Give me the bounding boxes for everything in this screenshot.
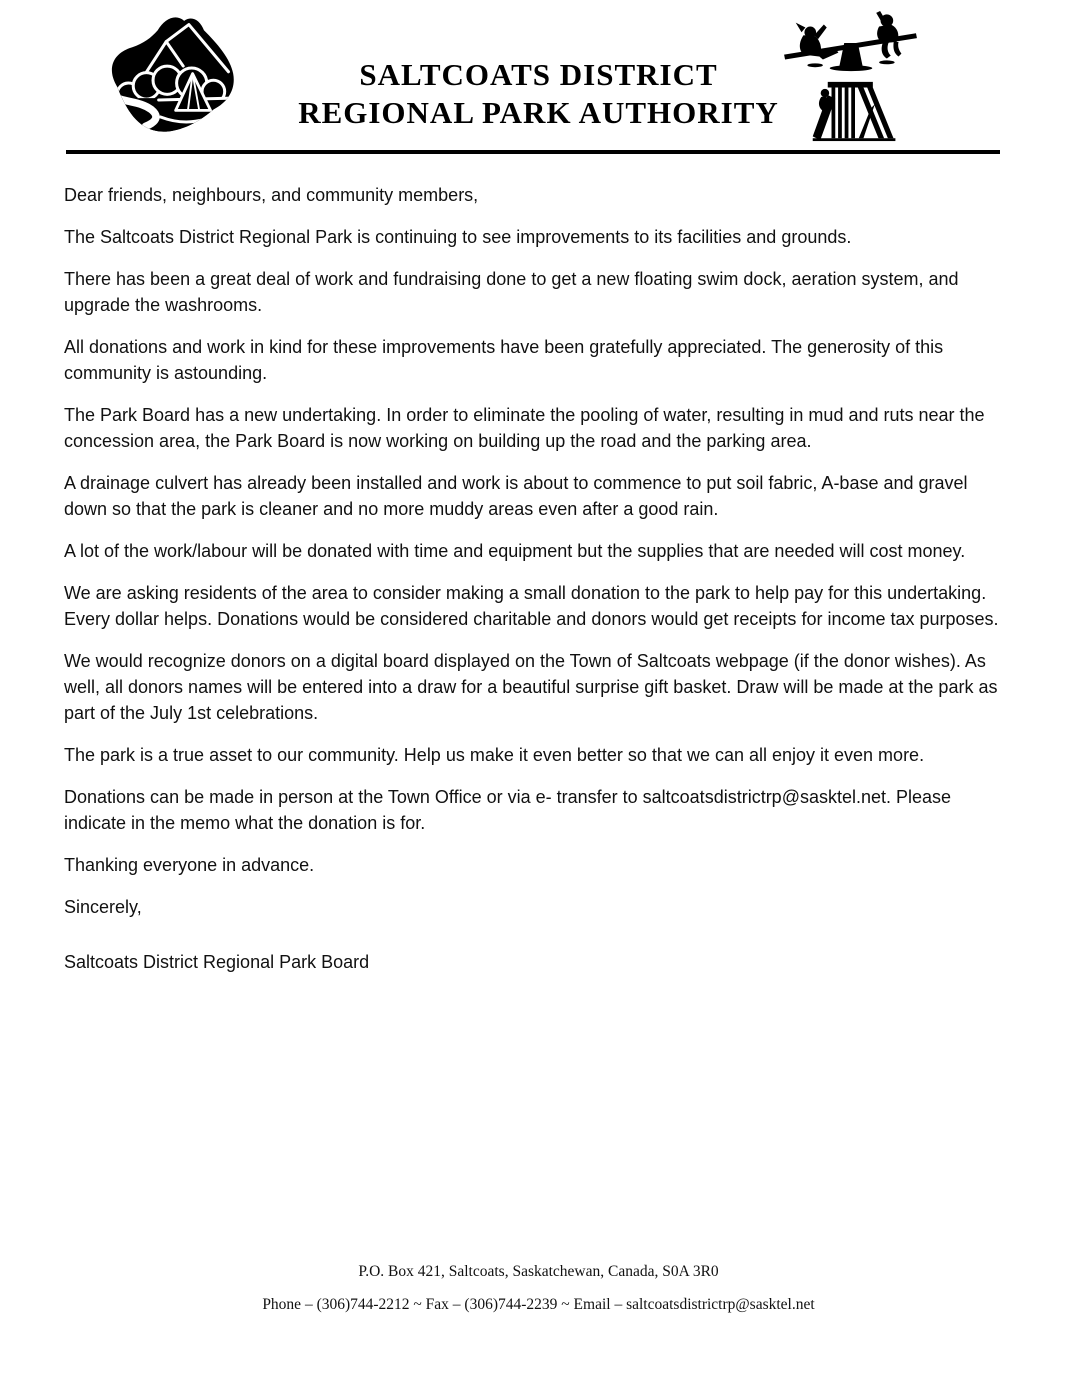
letter-paragraph: The park is a true asset to our community. Help us make it even better so that we can all enjoy it even more. (64, 745, 925, 765)
title-line-2: REGIONAL PARK AUTHORITY (298, 95, 779, 130)
letter-paragraph: Saltcoats District Regional Park Board (64, 952, 370, 972)
letter-paragraph: The Park Board has a new undertaking. In order to eliminate the pooling of water, resulting in mud and ruts near the concession area, the Park Board is now working on building up the road and the parking area. (64, 405, 985, 451)
letter-paragraph: Sincerely, (64, 897, 142, 917)
letter-paragraph: We would recognize donors on a digital board displayed on the Town of Saltcoats webpage (if the donor wishes). As well, all donors names will be entered into a draw for a beautiful surprise gift basket. Draw will be made at the park as part of the July 1st celebrations. (64, 651, 998, 723)
letter-paragraph: The Saltcoats District Regional Park is continuing to see improvements to its facilities and grounds. (64, 227, 852, 247)
letter-paragraph: There has been a great deal of work and fundraising done to get a new floating swim dock, aeration system, and upgrade the washrooms. (64, 269, 959, 315)
letter-paragraph: A lot of the work/labour will be donated with time and equipment but the supplies that are needed will cost money. (64, 541, 966, 561)
letter-paragraph: Thanking everyone in advance. (64, 855, 315, 875)
page-footer (0, 1262, 1077, 1314)
letter-paragraph: A drainage culvert has already been installed and work is about to commence to put soil fabric, A-base and gravel down so that the park is cleaner and no more muddy areas even after a good rain. (64, 473, 968, 519)
footer-address: P.O. Box 421, Saltcoats, Saskatchewan, Canada, S0A 3R0 (358, 1263, 719, 1280)
letter-paragraph (64, 936, 1014, 949)
letter-body (64, 182, 1014, 991)
letter-paragraph: Donations can be made in person at the Town Office or via e- transfer to saltcoatsdistrictrp@sasktel.net. Please indicate in the memo what the donation is for. (64, 787, 952, 833)
slide-silhouette-icon (812, 80, 898, 147)
letter-paragraph: Dear friends, neighbours, and community members, (64, 185, 479, 205)
seesaw-silhouette-icon (778, 10, 924, 79)
letter-paragraph: All donations and work in kind for these improvements have been gratefully appreciated. The generosity of this community is astounding. (64, 337, 944, 383)
header-divider (66, 150, 1000, 154)
title-line-1: SALTCOATS DISTRICT (359, 57, 718, 92)
footer-contact: Phone – (306)744-2212 ~ Fax – (306)744-2239 ~ Email – saltcoatsdistrictrp@sasktel.net (262, 1296, 815, 1313)
letter-paragraph: We are asking residents of the area to consider making a small donation to the park to help pay for this undertaking. Every dollar helps. Donations would be considered charitable and donors would get receipts for income tax purposes. (64, 583, 999, 629)
